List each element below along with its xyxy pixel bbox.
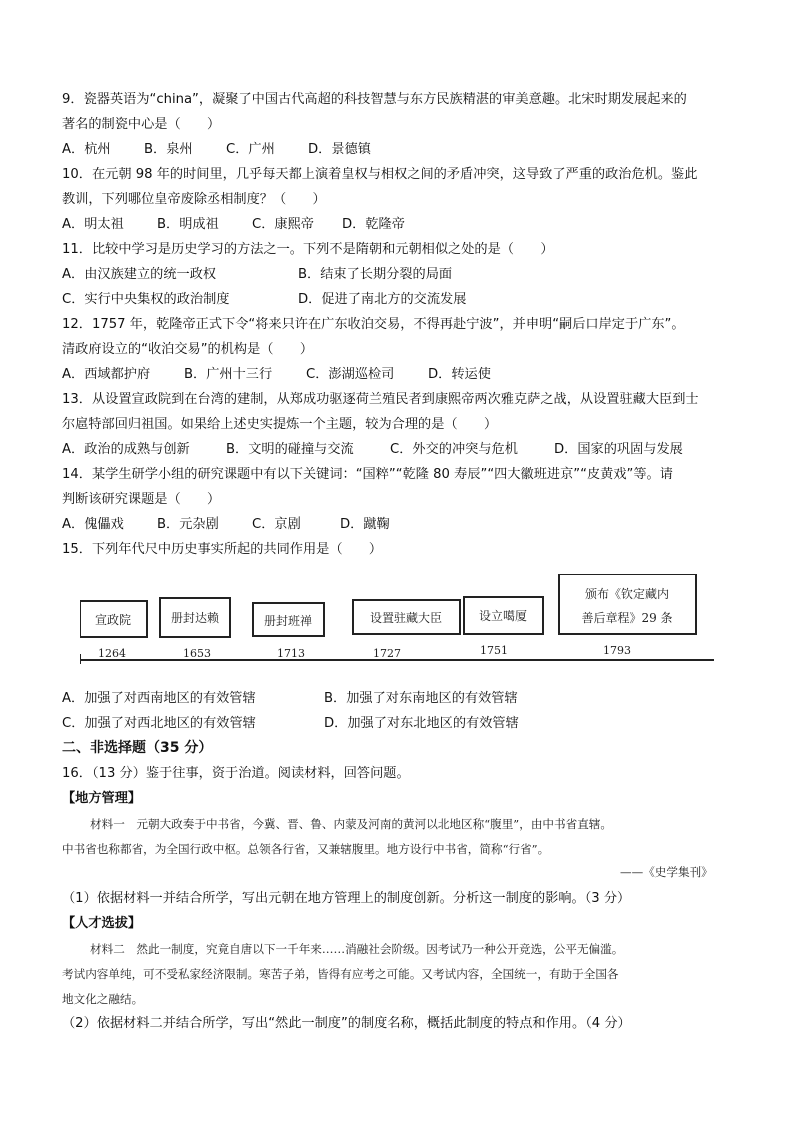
q11-option-d: D．促进了南北方的交流发展: [298, 292, 467, 307]
event-label-cefeng-dalai: 册封达赖: [170, 611, 220, 625]
q13-option-a: A．政治的成熟与创新: [62, 442, 190, 457]
q9-option-a: A．杭州: [62, 142, 111, 157]
event-label-qinding-line1: 颁布《钦定藏内: [584, 587, 670, 601]
q9-stem-line2: 著名的制瓷中心是（ ）: [62, 117, 221, 132]
year-label-1653: 1653: [183, 647, 211, 660]
q15-option-a: A．加强了对西南地区的有效管辖: [62, 691, 256, 706]
year-label-1727: 1727: [373, 647, 401, 660]
q10-option-a: A．明太祖: [62, 217, 124, 232]
event-box-qinding-zhangcheng: [559, 574, 696, 634]
q13-stem-line2: 尔扈特部回归祖国。如果给上述史实提炼一个主题，较为合理的是（ ）: [62, 417, 498, 432]
q14-stem-line1: 14．某学生研学小组的研究课题中有以下关键词：“国粹”“乾隆 80 寿辰”“四大徽班进京”“皮黄戏”等。请: [62, 467, 673, 482]
q16-material1-source: ——《史学集刊》: [620, 865, 713, 879]
q11-option-b: B．结束了长期分裂的局面: [298, 267, 453, 282]
year-label-1713: 1713: [277, 647, 305, 660]
q14-option-c: C．京剧: [252, 517, 301, 532]
q16-material2-line1: 材料二 然此一制度，究竟自唐以下一千年来……消融社会阶级。因考试乃一种公开竞选，公平无偏滥。: [90, 942, 624, 956]
q12-stem-line2: 清政府设立的“收泊交易”的机构是（ ）: [62, 342, 314, 357]
q11-stem-line1: 11．比较中学习是历史学习的方法之一。下列不是隋朝和元朝相似之处的是（ ）: [62, 242, 554, 257]
q12-option-c: C．澎湖巡检司: [306, 367, 395, 382]
year-label-1264: 1264: [98, 647, 126, 660]
q12-option-b: B．广州十三行: [184, 367, 273, 382]
section-heading-nonchoice: 二、非选择题（35 分）: [62, 740, 213, 756]
q15-timeline: [80, 574, 718, 664]
q10-stem-line1: 10．在元朝 98 年的时间里，几乎每天都上演着皇权与相权之间的矛盾冲突，这导致了严重的政治危机。鉴此: [62, 167, 698, 182]
q10-stem-line2: 教训，下列哪位皇帝废除丞相制度？（ ）: [62, 192, 326, 207]
q9-stem-line1: 9．瓷器英语为“china”，凝聚了中国古代高超的科技智慧与东方民族精湛的审美意趣。北宋时期发展起来的: [62, 92, 687, 107]
event-label-zhuzang-dachen: 设置驻藏大臣: [369, 611, 443, 625]
year-label-1793: 1793: [603, 644, 631, 657]
q16-material2-line2: 考试内容单纯，可不受私家经济限制。寒苦子弟，皆得有应考之可能。又考试内容，全国统一，有助于全国各: [62, 967, 619, 981]
q15-option-b: B．加强了对东南地区的有效管辖: [324, 691, 518, 706]
q13-option-c: C．外交的冲突与危机: [390, 442, 518, 457]
q12-option-d: D．转运使: [428, 367, 491, 382]
q15-option-d: D．加强了对东北地区的有效管辖: [324, 716, 519, 731]
q9-option-b: B．泉州: [144, 142, 193, 157]
q11-option-a: A．由汉族建立的统一政权: [62, 267, 217, 282]
event-label-xuanzhengyuan: 宣政院: [94, 613, 132, 627]
q10-option-d: D．乾隆帝: [342, 217, 405, 232]
q16-heading-local-admin: 【地方管理】: [62, 791, 142, 806]
q16-subquestion-2: （2）依据材料二并结合所学，写出“然此一制度”的制度名称，概括此制度的特点和作用。（4 分）: [62, 1016, 631, 1031]
event-label-cefeng-banchan: 册封班禅: [263, 614, 313, 628]
q16-stem: 16．（13 分）鉴于往事，资于治道。阅读材料，回答问题。: [62, 766, 410, 781]
q9-option-c: C．广州: [226, 142, 275, 157]
event-label-gasha: 设立噶厦: [478, 609, 528, 623]
q11-option-c: C．实行中央集权的政治制度: [62, 292, 230, 307]
q13-option-d: D．国家的巩固与发展: [554, 442, 683, 457]
q14-option-b: B．元杂剧: [157, 517, 219, 532]
q14-stem-line2: 判断该研究课题是（ ）: [62, 492, 221, 507]
q16-heading-talent-selection: 【人才选拔】: [62, 916, 142, 931]
q16-material1-line2: 中书省也称都省，为全国行政中枢。总领各行省，又兼辖腹里。地方设行中书省，简称“行省”。: [62, 842, 550, 856]
q15-stem-line1: 15．下列年代尺中历史事实所起的共同作用是（ ）: [62, 542, 383, 557]
q10-option-c: C．康熙帝: [252, 217, 314, 232]
event-label-qinding-line2: 善后章程》29 条: [581, 611, 673, 625]
q16-material1-line1: 材料一 元朝大政奏于中书省，今冀、晋、鲁、内蒙及河南的黄河以北地区称“腹里”，由中书省直辖。: [90, 817, 612, 831]
year-label-1751: 1751: [480, 644, 508, 657]
q12-stem-line1: 12．1757 年，乾隆帝正式下令“将来只许在广东收泊交易，不得再赴宁波”，并申明“嗣后口岸定于广东”。: [62, 317, 685, 332]
q16-subquestion-1: （1）依据材料一并结合所学，写出元朝在地方管理上的制度创新。分析这一制度的影响。（3 分）: [62, 891, 631, 906]
q14-option-d: D．蹴鞠: [340, 517, 390, 532]
q10-option-b: B．明成祖: [157, 217, 219, 232]
q15-option-c: C．加强了对西北地区的有效管辖: [62, 716, 256, 731]
q9-option-d: D．景德镇: [308, 142, 371, 157]
q13-option-b: B．文明的碰撞与交流: [226, 442, 354, 457]
q13-stem-line1: 13．从设置宣政院到在台湾的建制，从郑成功驱逐荷兰殖民者到康熙帝两次雅克萨之战，从设置驻藏大臣到士: [62, 392, 699, 407]
q12-option-a: A．西域都护府: [62, 367, 151, 382]
q16-material2-line3: 地文化之融结。: [62, 992, 144, 1006]
q14-option-a: A．傀儡戏: [62, 517, 124, 532]
